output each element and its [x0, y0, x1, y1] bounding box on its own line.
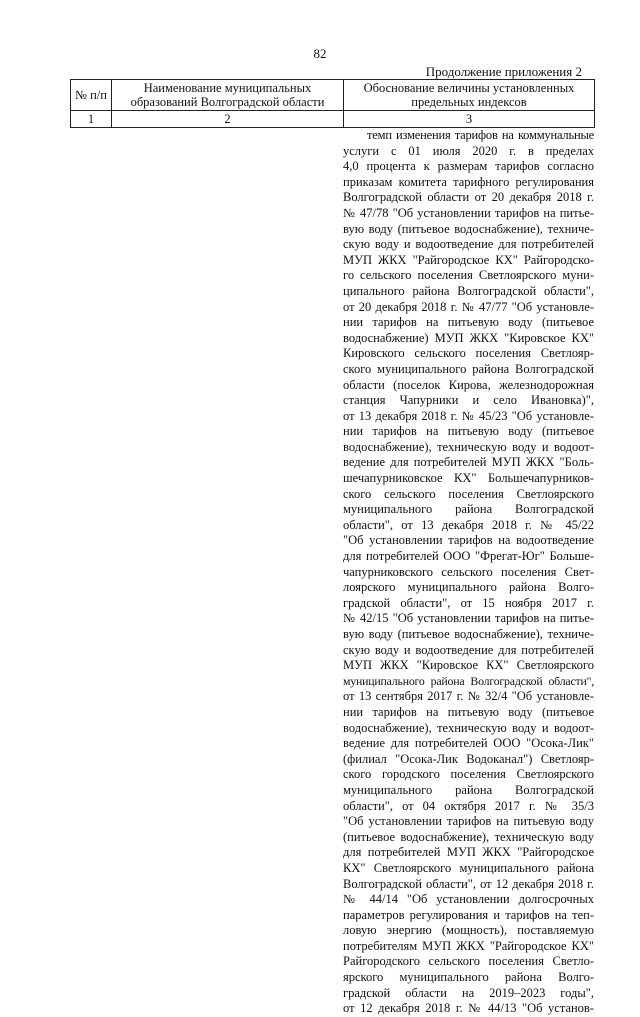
text-line: ского муниципального района Волгоградской: [343, 361, 594, 376]
text-line: муниципального района Волгоградской: [343, 502, 594, 517]
text-line: от 13 декабря 2018 г. № 45/23 "Об установле-: [343, 408, 594, 423]
text-line: № 44/14 "Об установлении долгосрочных: [343, 892, 594, 907]
text-line: муниципального района Волгоградской области",: [343, 673, 594, 688]
text-line: от 13 сентября 2017 г. № 32/4 "Об установле-: [343, 689, 594, 704]
text-line: муниципального района Волгоградской: [343, 782, 594, 797]
text-line: скую воду и водоотведение для потребителей: [343, 237, 594, 252]
header-table: [70, 79, 595, 128]
text-line: го сельского поселения Светлоярского муни-: [343, 268, 594, 283]
text-line: области", от 13 декабря 2018 г. № 45/22: [343, 517, 594, 532]
justification-text: [343, 128, 594, 1017]
text-line: ского сельского поселения Светлоярского: [343, 486, 594, 501]
text-line: Райгородского сельского поселения Светло-: [343, 954, 594, 969]
text-line: ловую энергию (мощность), поставляемую: [343, 923, 594, 938]
text-line: ского городского поселения Светлоярского: [343, 767, 594, 782]
text-line: нии тарифов на питьевую воду (питьевое: [343, 704, 594, 719]
column-number-1: 1: [71, 111, 112, 128]
text-line: чапурниковского сельского поселения Свет-: [343, 564, 594, 579]
text-line: МУП ЖКХ "Райгородское КХ" Райгородско-: [343, 252, 594, 267]
page-number: 82: [313, 46, 327, 61]
text-line: области (поселок Кирова, железнодорожная: [343, 377, 594, 392]
text-line: вую воду (питьевое водоснабжение), техниче-: [343, 627, 594, 641]
text-line: (филиал "Осока-Лик Водоканал") Светлояр-: [343, 751, 594, 766]
continuation-label: Продолжение приложения 2: [425, 64, 582, 79]
header-col-number: № п/п: [71, 80, 112, 111]
text-line: градской области", от 15 ноября 2017 г.: [343, 595, 594, 610]
text-line: потребителям МУП ЖКХ "Райгородское КХ": [343, 938, 594, 953]
text-line: № 42/15 "Об установлении тарифов на питье-: [343, 611, 594, 626]
column-number-3: 3: [344, 111, 595, 128]
text-line: параметров регулирования и тарифов на теп-: [343, 907, 594, 922]
text-line: лоярского муниципального района Волго-: [343, 580, 594, 595]
text-line: от 20 декабря 2018 г. № 47/77 "Об установле-: [343, 299, 594, 314]
text-line: от 12 декабря 2018 г. № 44/13 "Об установ-: [343, 1001, 594, 1016]
text-line: № 47/78 "Об установлении тарифов на питье-: [343, 205, 594, 220]
text-line: скую воду и водоотведение для потребителей: [343, 642, 594, 657]
text-line: МУП ЖКХ "Кировское КХ" Светлоярского: [343, 658, 594, 673]
text-line: (питьевое водоснабжение), техническую воду: [343, 829, 594, 844]
text-line: услуги с 01 июля 2020 г. в пределах: [343, 143, 594, 158]
column-number-row: [71, 111, 595, 128]
text-line: темп изменения тарифов на коммунальные: [367, 128, 594, 142]
text-line: водоснабжение), техническую воду и водоот-: [343, 439, 594, 454]
text-line: водоснабжение) МУП ЖКХ "Кировское КХ": [343, 330, 594, 345]
text-line: "Об установлении тарифов на питьевую воду: [343, 814, 594, 829]
text-line: Волгоградской области", от 12 декабря 2018 г.: [343, 876, 594, 891]
text-line: ведение для потребителей ООО "Осока-Лик": [343, 736, 594, 751]
text-line: нии тарифов на питьевую воду (питьевое: [343, 424, 594, 439]
header-row: [71, 80, 595, 111]
text-line: нии тарифов на питьевую воду (питьевое: [343, 315, 594, 330]
text-line: приказам комитета тарифного регулирования: [343, 174, 594, 189]
column-number-2: 2: [112, 111, 344, 128]
text-line: водоснабжение), техническую воду и водоот-: [343, 720, 594, 735]
text-line: области", от 04 октября 2017 г. № 35/3: [343, 798, 594, 813]
header-col-justification: Обоснование величины установленных предельных индексов: [344, 80, 595, 111]
header-col-municipality: Наименование муниципальных образований Волгоградской области: [112, 80, 344, 111]
text-line: КХ" Светлоярского муниципального района: [343, 860, 594, 875]
text-line: Волгоградской области от 20 декабря 2018 г.: [343, 190, 594, 205]
text-line: 4,0 процента к размерам тарифов согласно: [343, 159, 594, 174]
text-line: для потребителей МУП ЖКХ "Райгородское: [343, 845, 594, 860]
text-line: ярского муниципального района Волго-: [343, 970, 594, 985]
text-line: для потребителей ООО "Фрегат-Юг" Больше-: [343, 549, 594, 564]
text-line: "Об установлении тарифов на водоотведение: [343, 533, 594, 548]
text-line: ципального района Волгоградской области",: [343, 283, 594, 298]
text-line: Кировского сельского поселения Светлояр-: [343, 346, 594, 361]
text-line: шечапурниковское КХ" Большечапурников-: [343, 471, 594, 486]
text-line: ведение для потребителей МУП ЖКХ "Боль-: [343, 455, 594, 470]
text-line: станция Чапурники и село Ивановка)",: [343, 393, 594, 408]
text-line: вую воду (питьевое водоснабжение), техниче-: [343, 221, 594, 236]
text-line: градской области на 2019–2023 годы",: [343, 985, 594, 1000]
